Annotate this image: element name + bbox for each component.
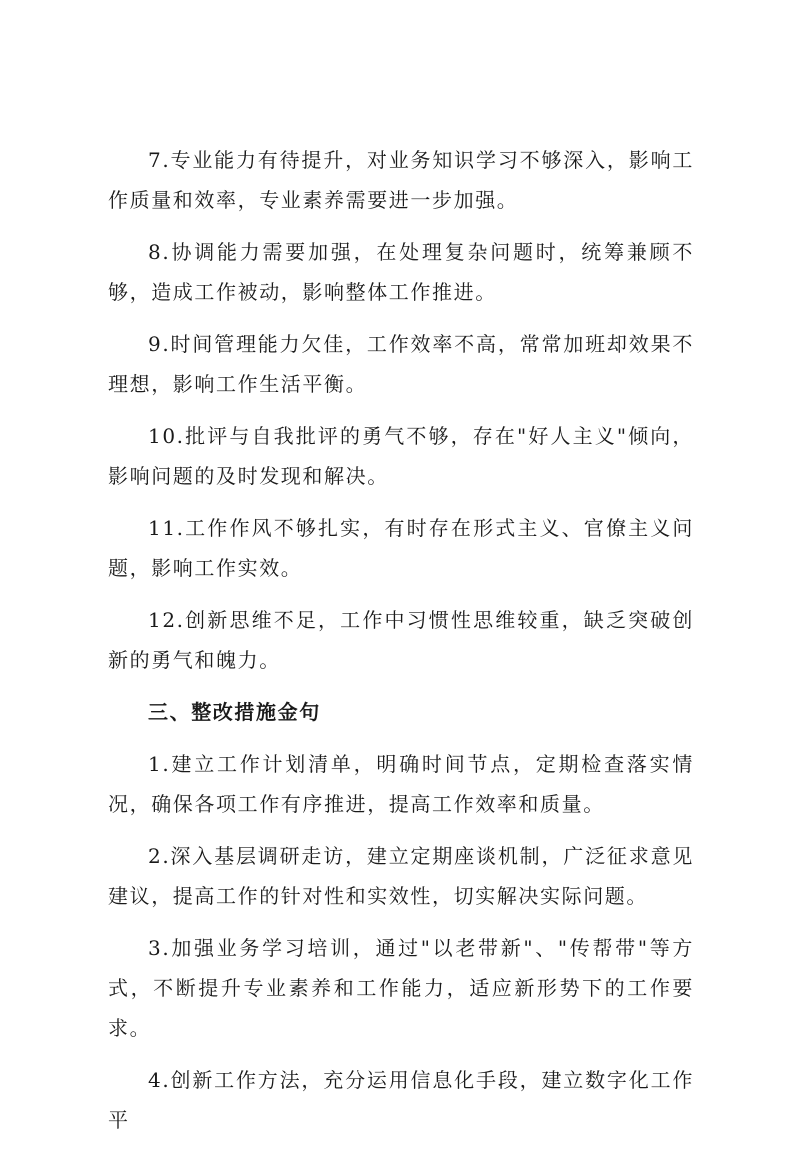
paragraph-item-8: 8.协调能力需要加强，在处理复杂问题时，统筹兼顾不够，造成工作被动，影响整体工作推进。 bbox=[108, 240, 694, 304]
paragraph-item-9: 9.时间管理能力欠佳，工作效率不高，常常加班却效果不理想，影响工作生活平衡。 bbox=[108, 332, 694, 396]
paragraph-item-12: 12.创新思维不足，工作中习惯性思维较重，缺乏突破创新的勇气和魄力。 bbox=[108, 608, 694, 672]
measure-item-3: 3.加强业务学习培训，通过"以老带新"、"传帮带"等方式，不断提升专业素养和工作能力，适应新形势下的工作要求。 bbox=[108, 936, 694, 1040]
paragraph-item-10: 10.批评与自我批评的勇气不够，存在"好人主义"倾向，影响问题的及时发现和解决。 bbox=[108, 424, 694, 488]
section-heading: 三、整改措施金句 bbox=[148, 700, 321, 724]
paragraph-item-7: 7.专业能力有待提升，对业务知识学习不够深入，影响工作质量和效率，专业素养需要进一步加强。 bbox=[108, 148, 694, 212]
measure-item-2: 2.深入基层调研走访，建立定期座谈机制，广泛征求意见建议，提高工作的针对性和实效性，切实解决实际问题。 bbox=[108, 844, 694, 908]
measure-item-4: 4.创新工作方法，充分运用信息化手段，建立数字化工作平 bbox=[108, 1068, 694, 1132]
paragraph-item-11: 11.工作作风不够扎实，有时存在形式主义、官僚主义问题，影响工作实效。 bbox=[108, 516, 694, 580]
document-page bbox=[108, 140, 694, 1152]
measure-item-1: 1.建立工作计划清单，明确时间节点，定期检查落实情况，确保各项工作有序推进，提高工作效率和质量。 bbox=[108, 752, 694, 816]
